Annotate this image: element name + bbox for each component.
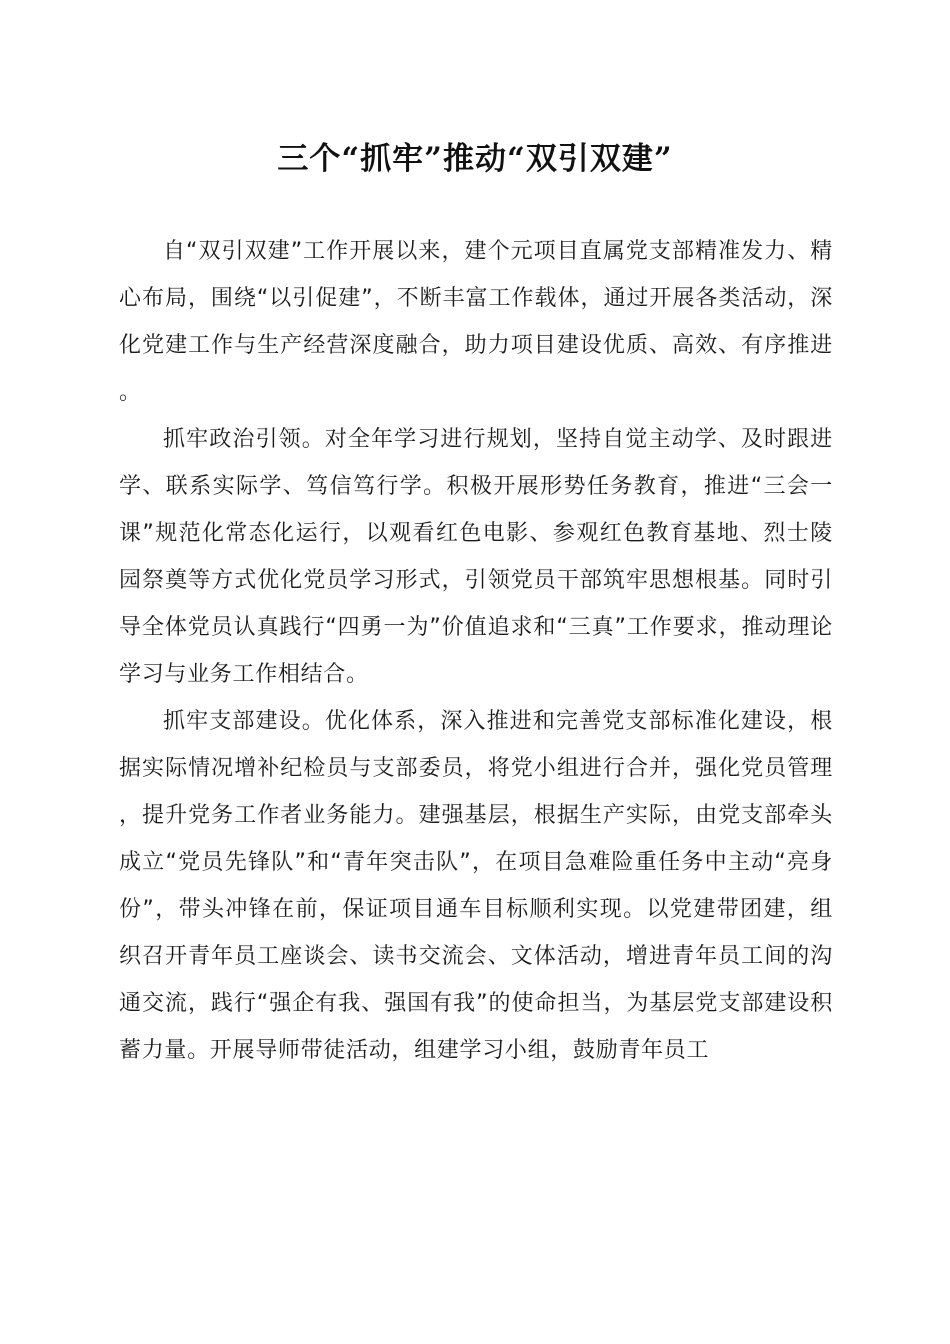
intro-paragraph: 自“双引双建”工作开展以来，建个元项目直属党支部精准发力、精心布局，围绕“以引促建”，不断丰富工作载体，通过开展各类活动，深化党建工作与生产经营深度融合，助力项目建设优质、高效、有序推进。 — [119, 239, 833, 405]
document-body — [119, 228, 833, 1074]
branch-building-paragraph: 抓牢支部建设。优化体系，深入推进和完善党支部标准化建设，根据实际情况增补纪检员与支部委员，将党小组进行合并，强化党员管理，提升党务工作者业务能力。建强基层，根据生产实际，由党支部牵头成立“党员先锋队”和“青年突击队”，在项目急难险重任务中主动“亮身份”，带头冲锋在前，保证项目通车目标顺利实现。以党建带团建，组织召开青年员工座谈会、读书交流会、文体活动，增进青年员工间的沟通交流，践行“强企有我、强国有我”的使命担当，为基层党支部建设积蓄力量。开展导师带徒活动，组建学习小组，鼓励青年员工 — [119, 709, 833, 1063]
political-guidance-paragraph: 抓牢政治引领。对全年学习进行规划，坚持自觉主动学、及时跟进学、联系实际学、笃信笃行学。积极开展形势任务教育，推进“三会一课”规范化常态化运行，以观看红色电影、参观红色教育基地、烈士陵园祭奠等方式优化党员学习形式，引领党员干部筑牢思想根基。同时引导全体党员认真践行“四勇一为”价值追求和“三真”工作要求，推动理论学习与业务工作相结合。 — [119, 427, 833, 687]
document-title: 三个“抓牢”推动“双引双建” — [277, 141, 673, 177]
